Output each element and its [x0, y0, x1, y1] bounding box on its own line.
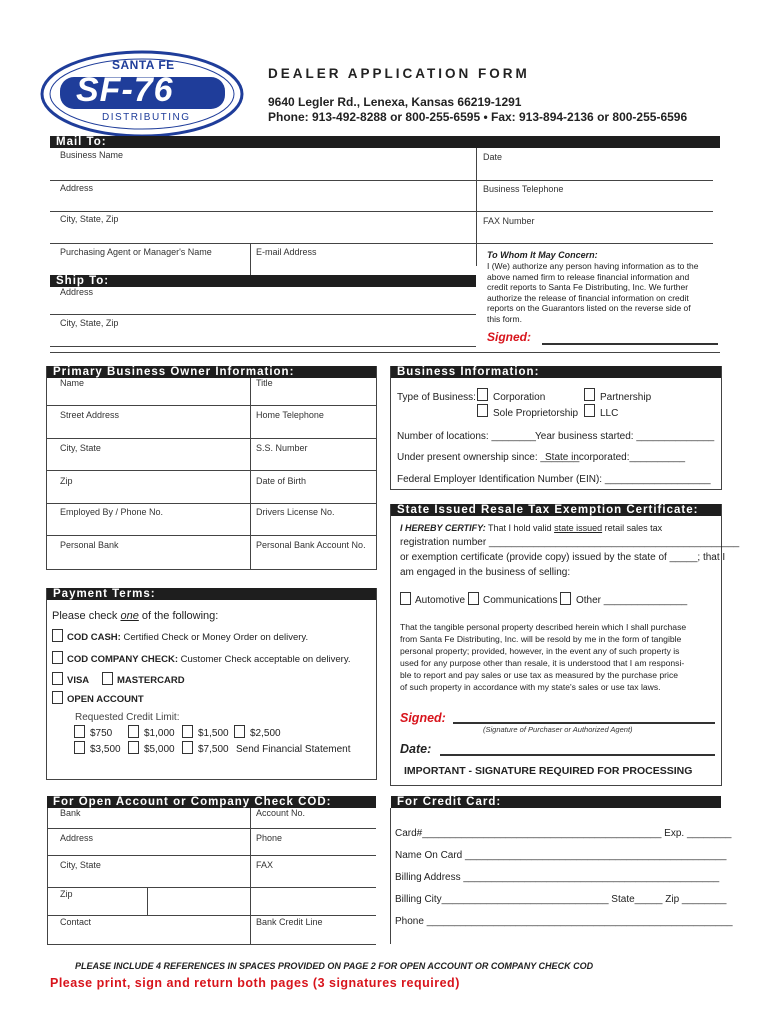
business-name-line[interactable]: [50, 180, 713, 181]
address-line[interactable]: [50, 211, 713, 212]
ship-city-label: City, State, Zip: [60, 318, 119, 328]
ship-to-heading: Ship To:: [50, 275, 476, 287]
cod-cash-rest: Certified Check or Money Order on delivery.: [120, 632, 309, 643]
tax-paragraph-line: of such property in accordance with my state's sales or use tax laws.: [400, 682, 661, 692]
references-notice: PLEASE INCLUDE 4 REFERENCES IN SPACES PROVIDED ON PAGE 2 FOR OPEN ACCOUNT OR COMPANY CHECK COD: [75, 961, 594, 971]
business-selling-text: am engaged in the business of selling:: [400, 567, 571, 578]
billing-address-field[interactable]: Billing Address ______________________________________________: [395, 872, 720, 883]
owner-ssn-label: S.S. Number: [256, 443, 308, 453]
city-state-zip-line[interactable]: [50, 243, 713, 244]
cod-company-rest: Customer Check acceptable on delivery.: [178, 654, 351, 665]
cod-company-checkbox[interactable]: [52, 651, 63, 664]
whom-text-line: credit reports to Santa Fe Distributing, Inc. We further: [487, 282, 689, 292]
registration-number-field[interactable]: registration number _____________________________________________: [400, 537, 740, 548]
signature-caption: (Signature of Purchaser or Authorized Agent): [483, 725, 633, 734]
credit-1500-label: $1,500: [198, 728, 229, 739]
partnership-label: Partnership: [600, 392, 652, 403]
credit-1000-checkbox[interactable]: [128, 725, 139, 738]
owner-heading: Primary Business Owner Information:: [47, 366, 376, 378]
logo-top-text: SANTA FE: [112, 58, 175, 72]
cod-cash-option: [67, 632, 308, 643]
whom-text: [487, 261, 722, 324]
logo-bottom-text: DISTRIBUTING: [102, 112, 191, 123]
whom-text-line: I (We) authorize any person having information as to the: [487, 261, 699, 271]
type-of-business-label: Type of Business:: [397, 392, 476, 403]
card-number-field[interactable]: Card#___________________________________________ Exp. ________: [395, 828, 732, 839]
tax-signed-label: Signed:: [400, 711, 446, 725]
certify-line: [400, 523, 662, 533]
credit-3500-label: $3,500: [90, 744, 121, 755]
credit-5000-checkbox[interactable]: [128, 741, 139, 754]
tax-paragraph: [400, 621, 720, 693]
tax-paragraph-line: ble to report and pay sales or use tax as measured by the purchase price: [400, 670, 679, 680]
certify-bold: I HEREBY CERTIFY:: [400, 523, 486, 533]
sole-proprietorship-checkbox[interactable]: [477, 404, 488, 417]
city-state-zip-label: City, State, Zip: [60, 214, 119, 224]
whom-text-line: authorize the release of financial information on credit: [487, 292, 689, 303]
open-account-heading: For Open Account or Company Check COD:: [47, 796, 376, 808]
certify-underlined: state issued: [554, 523, 603, 533]
email-label: E-mail Address: [256, 247, 317, 257]
billing-city-field[interactable]: Billing City______________________________ State_____ Zip ________: [395, 894, 727, 905]
business-section: [390, 366, 722, 490]
business-heading: Business Information:: [391, 366, 721, 378]
payment-heading: Payment Terms:: [47, 588, 376, 600]
certify-rest-2: retail sales tax: [602, 523, 663, 533]
owner-home-phone-label: Home Telephone: [256, 410, 324, 420]
cod-company-option: [67, 654, 351, 665]
cod-cash-checkbox[interactable]: [52, 629, 63, 642]
cod-company-bold: COD COMPANY CHECK:: [67, 654, 179, 665]
mail-to-heading: Mail To:: [50, 136, 720, 148]
logo-main-text: SF-76: [76, 71, 174, 109]
print-sign-notice: Please print, sign and return both pages (3 signatures required): [50, 976, 460, 990]
credit-2500-label: $2,500: [250, 728, 281, 739]
llc-label: LLC: [600, 408, 619, 419]
credit-7500-checkbox[interactable]: [182, 741, 193, 754]
owner-dob-label: Date of Birth: [256, 476, 307, 486]
credit-1500-checkbox[interactable]: [182, 725, 193, 738]
requested-credit-label: Requested Credit Limit:: [75, 712, 180, 723]
credit-7500-label: $7,500: [198, 744, 229, 755]
mastercard-checkbox[interactable]: [102, 672, 113, 685]
form-title: DEALER APPLICATION FORM: [268, 66, 530, 81]
check-suffix: of the following:: [138, 610, 219, 622]
owner-bank-account-label: Personal Bank Account No.: [256, 540, 366, 550]
fax-number-label: FAX Number: [483, 216, 535, 226]
locations-field[interactable]: Number of locations: ________: [397, 431, 536, 442]
address-label: Address: [60, 183, 94, 193]
automotive-label: Automotive: [415, 595, 466, 606]
credit-2500-checkbox[interactable]: [234, 725, 245, 738]
year-started-field[interactable]: Year business started: ______________: [535, 431, 715, 442]
ownership-since-field[interactable]: Under present ownership since: _______: [397, 452, 580, 463]
tax-date-line[interactable]: [440, 754, 715, 756]
oa-city-label: City, State: [60, 860, 101, 870]
llc-checkbox[interactable]: [584, 404, 595, 417]
check-prefix: Please check: [52, 610, 121, 622]
business-name-label: Business Name: [60, 150, 124, 160]
state-incorporated-field[interactable]: State incorporated:__________: [545, 452, 686, 463]
check-one-text: [52, 610, 218, 622]
ship-city-line[interactable]: [50, 346, 476, 347]
important-notice: IMPORTANT - SIGNATURE REQUIRED FOR PROCESSING: [404, 765, 693, 777]
oa-address-label: Address: [60, 833, 94, 843]
company-logo: [40, 50, 245, 138]
visa-label: VISA: [67, 675, 90, 686]
other-field[interactable]: Other _______________: [576, 595, 688, 606]
credit-5000-label: $5,000: [144, 744, 175, 755]
ship-address-line[interactable]: [50, 314, 476, 315]
tax-date-label: Date:: [400, 742, 432, 756]
tax-signature-line[interactable]: [453, 722, 715, 724]
owner-city-label: City, State: [60, 443, 101, 453]
communications-checkbox[interactable]: [468, 592, 479, 605]
whom-heading: To Whom It May Concern:: [487, 250, 598, 260]
owner-name-label: Name: [60, 378, 85, 388]
business-telephone-label: Business Telephone: [483, 184, 564, 194]
communications-label: Communications: [483, 595, 558, 606]
credit-1000-label: $1,000: [144, 728, 175, 739]
owner-license-label: Drivers License No.: [256, 507, 335, 517]
date-label: Date: [483, 152, 503, 162]
purchasing-agent-label: Purchasing Agent or Manager's Name: [60, 247, 212, 257]
whom-signed: Signed:: [487, 330, 531, 344]
credit-card-heading: For Credit Card:: [391, 796, 721, 808]
credit-750-label: $750: [90, 728, 113, 739]
cod-cash-bold: COD CASH:: [67, 632, 121, 643]
whom-text-line: reports on the Guarantors listed on the reverse side of: [487, 303, 691, 313]
mastercard-label: MASTERCARD: [117, 675, 185, 686]
send-financial-label: Send Financial Statement: [236, 744, 351, 755]
owner-street-label: Street Address: [60, 410, 120, 420]
partnership-checkbox[interactable]: [584, 388, 595, 401]
automotive-checkbox[interactable]: [400, 592, 411, 605]
tax-heading: State Issued Resale Tax Exemption Certificate:: [391, 504, 721, 516]
bank-label: Bank: [60, 808, 81, 818]
company-phones: Phone: 913-492-8288 or 800-255-6595 • Fax: 913-894-2136 or 800-255-6596: [268, 110, 688, 124]
corporation-checkbox[interactable]: [477, 388, 488, 401]
open-account-label: OPEN ACCOUNT: [67, 694, 144, 705]
other-checkbox[interactable]: [560, 592, 571, 605]
oa-credit-line-label: Bank Credit Line: [256, 917, 323, 927]
oa-phone-label: Phone: [256, 833, 283, 843]
exemption-cert-field[interactable]: or exemption certificate (provide copy) issued by the state of _____; that I: [400, 552, 726, 563]
owner-zip-label: Zip: [60, 476, 73, 486]
visa-checkbox[interactable]: [52, 672, 63, 685]
tax-paragraph-line: used for any purpose other than resale, it is understood that I am responsi-: [400, 658, 685, 668]
name-on-card-field[interactable]: Name On Card _______________________________________________: [395, 850, 727, 861]
owner-employed-label: Employed By / Phone No.: [60, 507, 164, 517]
tax-paragraph-line: personal property; provided, however, in the event any of such property is: [400, 646, 680, 656]
company-address: 9640 Legler Rd., Lenexa, Kansas 66219-1291: [268, 95, 522, 109]
account-no-label: Account No.: [256, 808, 306, 818]
credit-750-checkbox[interactable]: [74, 725, 85, 738]
whom-text-line: this form.: [487, 313, 522, 324]
ein-field[interactable]: Federal Employer Identification Number (EIN): ___________________: [397, 474, 711, 485]
oa-zip-label: Zip: [60, 889, 73, 899]
check-one: one: [120, 610, 139, 622]
open-account-checkbox[interactable]: [52, 691, 63, 704]
tax-paragraph-line: from Santa Fe Distributing, Inc. will be resold by me in the form of tangible: [400, 634, 682, 644]
owner-bank-label: Personal Bank: [60, 540, 119, 550]
ship-address-label: Address: [60, 287, 94, 297]
cc-phone-field[interactable]: Phone _______________________________________________________: [395, 916, 733, 927]
tax-paragraph-line: That the tangible personal property described herein which I shall purchase: [400, 622, 687, 632]
corporation-label: Corporation: [493, 392, 546, 403]
whom-text-line: above named firm to release financial information and: [487, 271, 690, 282]
oa-fax-label: FAX: [256, 860, 274, 870]
whom-signature-line[interactable]: [542, 343, 718, 345]
sole-proprietorship-label: Sole Proprietorship: [493, 408, 579, 419]
credit-3500-checkbox[interactable]: [74, 741, 85, 754]
oa-contact-label: Contact: [60, 917, 92, 927]
owner-title-label: Title: [256, 378, 273, 388]
certify-rest-1: That I hold valid: [485, 523, 555, 533]
